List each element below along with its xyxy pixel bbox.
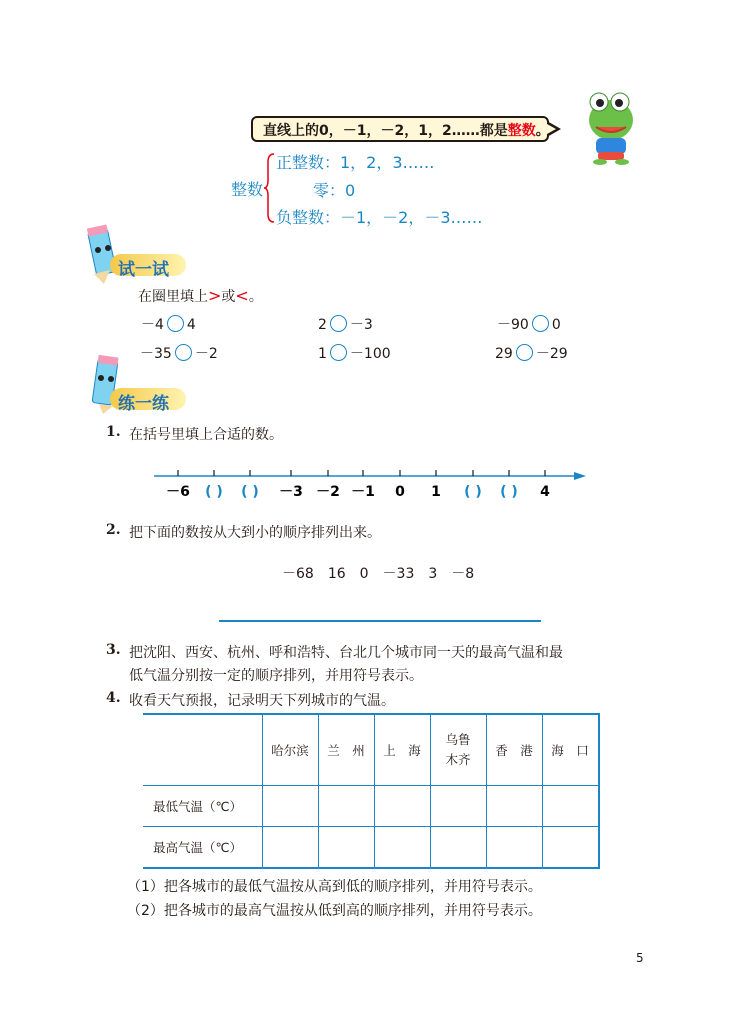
table-cell[interactable] (318, 786, 374, 827)
page-number: 5 (636, 951, 644, 965)
compare-item: －4 4 (141, 317, 196, 333)
answer-circle[interactable] (330, 315, 347, 332)
table-cell[interactable] (430, 786, 486, 827)
tick-label: －1 (351, 484, 375, 500)
answer-circle[interactable] (516, 344, 533, 361)
tick-label: －6 (166, 484, 190, 500)
answer-circle[interactable] (175, 344, 192, 361)
city-header: 兰 州 (318, 714, 374, 786)
row-header: 最低气温（℃） (143, 786, 262, 827)
zero-item: 零：0 (313, 181, 356, 200)
table-corner (143, 714, 262, 786)
blank-bracket: ( ) (500, 484, 518, 500)
table-cell[interactable] (374, 786, 430, 827)
integer-label: 整数 (231, 180, 264, 199)
brace-icon (264, 152, 276, 224)
negative-integers: 负整数：－1，－2，－3…… (276, 208, 483, 227)
bubble-end: 。 (535, 123, 550, 139)
blank-bracket: ( ) (205, 484, 223, 500)
tick-label: －3 (279, 484, 303, 500)
number-line (150, 465, 590, 505)
bubble-tail-inner (547, 124, 556, 134)
table-cell[interactable] (262, 786, 318, 827)
table-cell[interactable] (262, 827, 318, 869)
table-cell[interactable] (430, 827, 486, 869)
tick-label: 0 (395, 484, 405, 500)
city-header: 乌鲁 木齐 (430, 714, 486, 786)
q1-number: 1. (106, 424, 121, 440)
q3-line1: 把沈阳、西安、杭州、呼和浩特、台北几个城市同一天的最高气温和最 (129, 645, 563, 661)
answer-line[interactable] (219, 620, 541, 622)
q1-text: 在括号里填上合适的数。 (129, 427, 283, 443)
q2-number: 2. (106, 522, 121, 538)
table-cell[interactable] (486, 827, 542, 869)
temperature-table (143, 713, 600, 869)
tick-label: 4 (540, 484, 550, 500)
answer-circle[interactable] (532, 315, 549, 332)
compare-item: 29 －29 (495, 346, 568, 362)
compare-item: 2 －3 (318, 317, 373, 333)
q2-numbers: －68 16 0 －33 3 －8 (282, 566, 475, 582)
table-cell[interactable] (486, 786, 542, 827)
table-cell[interactable] (374, 827, 430, 869)
try-title: 试一试 (118, 260, 169, 280)
bubble-highlight: 整数 (507, 123, 536, 139)
tick-label: －2 (316, 484, 340, 500)
city-header: 哈尔滨 (262, 714, 318, 786)
info-bubble (251, 116, 549, 142)
q2-text: 把下面的数按从大到小的顺序排列出来。 (129, 525, 381, 541)
table-cell[interactable] (318, 827, 374, 869)
q3-number: 3. (106, 642, 121, 658)
city-header: 香 港 (486, 714, 542, 786)
q4-text: 收看天气预报，记录明天下列城市的气温。 (129, 693, 395, 709)
compare-item: －90 0 (497, 317, 561, 333)
q4-sub2: （2）把各城市的最高气温按从低到高的顺序排列，并用符号表示。 (127, 903, 542, 919)
blank-bracket: ( ) (464, 484, 482, 500)
q4-number: 4. (106, 690, 121, 706)
table-cell[interactable] (542, 786, 599, 827)
compare-item: 1 －100 (318, 346, 391, 362)
frog-mascot-icon (580, 82, 642, 167)
q3-line2: 低气温分别按一定的顺序排列，并用符号表示。 (129, 668, 423, 684)
answer-circle[interactable] (167, 315, 184, 332)
blank-bracket: ( ) (241, 484, 259, 500)
practice-title: 练一练 (118, 394, 169, 414)
table-cell[interactable] (542, 827, 599, 869)
city-header: 上 海 (374, 714, 430, 786)
row-header: 最高气温（℃） (143, 827, 262, 869)
tick-label: 1 (431, 484, 441, 500)
q4-sub1: （1）把各城市的最低气温按从高到低的顺序排列，并用符号表示。 (127, 879, 542, 895)
answer-circle[interactable] (330, 344, 347, 361)
try-instruction: 在圈里填上>或<。 (138, 286, 263, 305)
positive-integers: 正整数：1，2，3…… (276, 153, 435, 172)
city-header: 海 口 (542, 714, 599, 786)
bubble-text: 直线上的0，－1，－2，1，2……都是 (263, 123, 508, 139)
compare-item: －35 －2 (140, 346, 218, 362)
